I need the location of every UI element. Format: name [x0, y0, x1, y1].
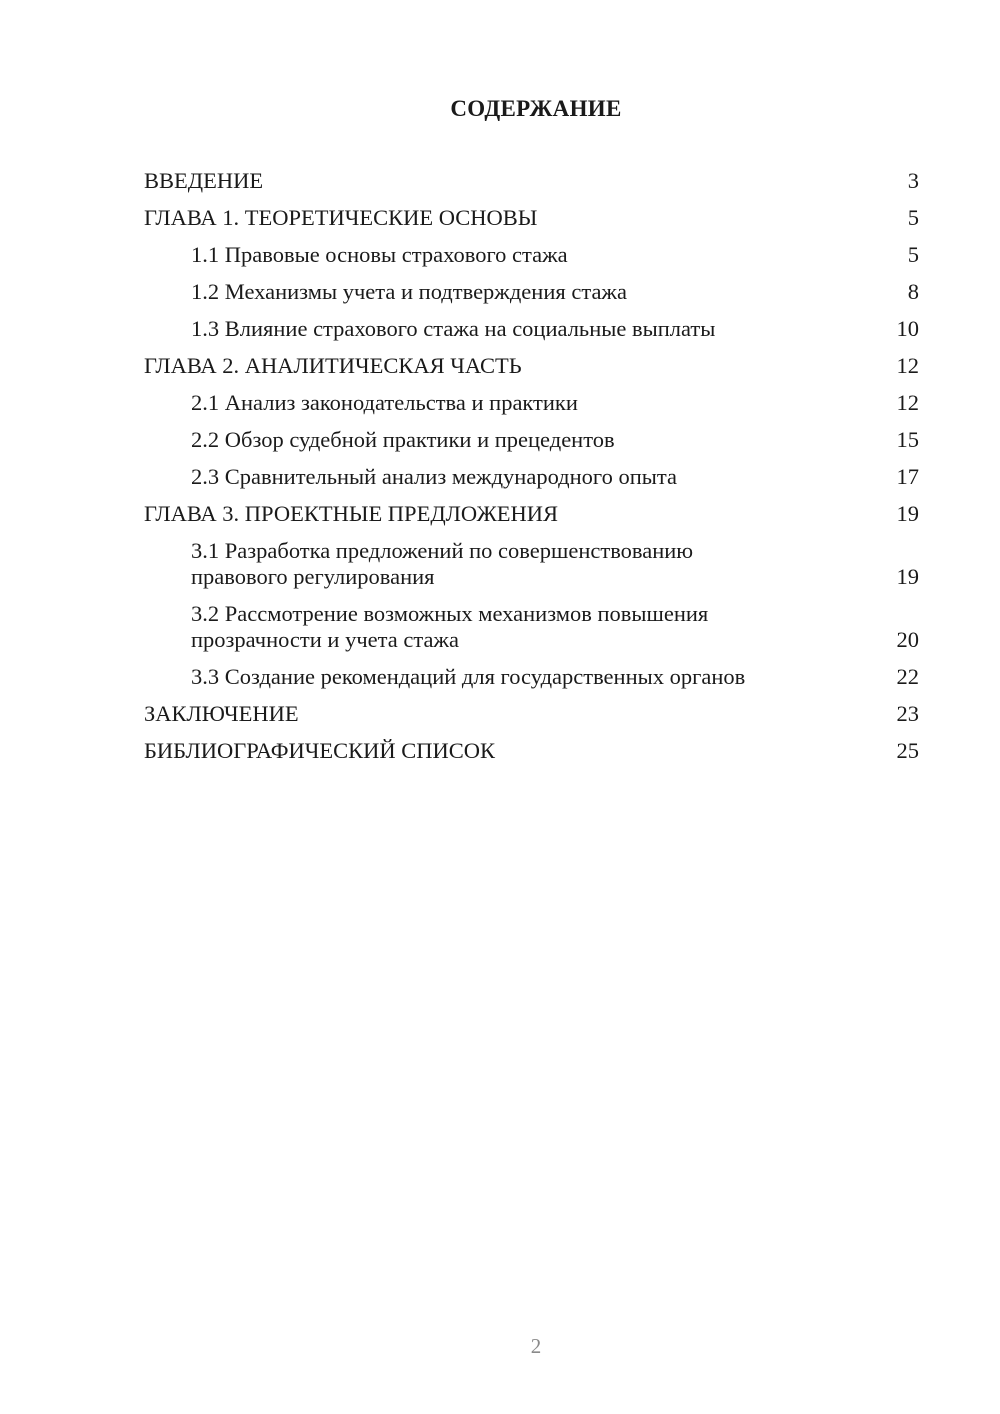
toc-entry [144, 168, 919, 194]
toc-entry [144, 205, 919, 231]
toc-entry-page: 12 [896, 353, 919, 378]
toc-entry-page: 3 [907, 168, 919, 193]
toc-subentry [144, 464, 919, 490]
toc-subentry [144, 390, 919, 416]
page-number: 2 [530, 1334, 542, 1358]
toc-entry-page: 20 [896, 627, 919, 652]
page-title: СОДЕРЖАНИЕ [450, 96, 622, 121]
toc-entry-title: 2.2 Обзор судебной практики и прецедентов [191, 427, 615, 452]
toc-subentry [144, 538, 919, 590]
toc-subentry [144, 279, 919, 305]
toc-entry-title: 1.3 Влияние страхового стажа на социальные выплаты [191, 316, 716, 341]
toc-entry-page: 19 [896, 501, 919, 526]
toc-entry-page: 10 [896, 316, 919, 341]
toc-entry-title: 3.3 Создание рекомендаций для государственных органов [191, 664, 746, 689]
toc-entry-title: ЗАКЛЮЧЕНИЕ [144, 701, 299, 726]
toc-entry-page: 15 [896, 427, 919, 452]
toc-subentry [144, 427, 919, 453]
toc-entry-page: 5 [907, 205, 919, 230]
toc-entry-title: ГЛАВА 1. ТЕОРЕТИЧЕСКИЕ ОСНОВЫ [144, 205, 538, 230]
toc-entry-title: ГЛАВА 3. ПРОЕКТНЫЕ ПРЕДЛОЖЕНИЯ [144, 501, 559, 526]
toc-subentry [144, 242, 919, 268]
toc-entry-title: 1.1 Правовые основы страхового стажа [191, 242, 568, 267]
toc-entry [144, 353, 919, 379]
toc-entry-title: 2.1 Анализ законодательства и практики [191, 390, 578, 415]
toc-subentry [144, 601, 919, 653]
toc-entry-title: 3.1 Разработка предложений по совершенствованию правового регулирования [191, 538, 694, 589]
toc-entry-page: 8 [907, 279, 919, 304]
toc-entry-title: 3.2 Рассмотрение возможных механизмов повышения прозрачности и учета стажа [191, 601, 709, 652]
toc-entry-page: 22 [896, 664, 919, 689]
toc-entry-page: 25 [896, 738, 919, 763]
toc-entry [144, 738, 919, 764]
toc-entry-page: 19 [896, 564, 919, 589]
toc-entry-title: 2.3 Сравнительный анализ международного опыта [191, 464, 677, 489]
toc-entry-page: 5 [907, 242, 919, 267]
toc-entry-page: 17 [896, 464, 919, 489]
table-of-contents [144, 168, 919, 775]
toc-subentry [144, 316, 919, 342]
toc-entry-title: 1.2 Механизмы учета и подтверждения стажа [191, 279, 627, 304]
toc-entry-page: 12 [896, 390, 919, 415]
toc-entry [144, 701, 919, 727]
toc-entry-page: 23 [896, 701, 919, 726]
toc-entry-title: ГЛАВА 2. АНАЛИТИЧЕСКАЯ ЧАСТЬ [144, 353, 522, 378]
toc-entry-title: БИБЛИОГРАФИЧЕСКИЙ СПИСОК [144, 738, 496, 763]
toc-entry-title: ВВЕДЕНИЕ [144, 168, 264, 193]
toc-entry [144, 501, 919, 527]
toc-subentry [144, 664, 919, 690]
